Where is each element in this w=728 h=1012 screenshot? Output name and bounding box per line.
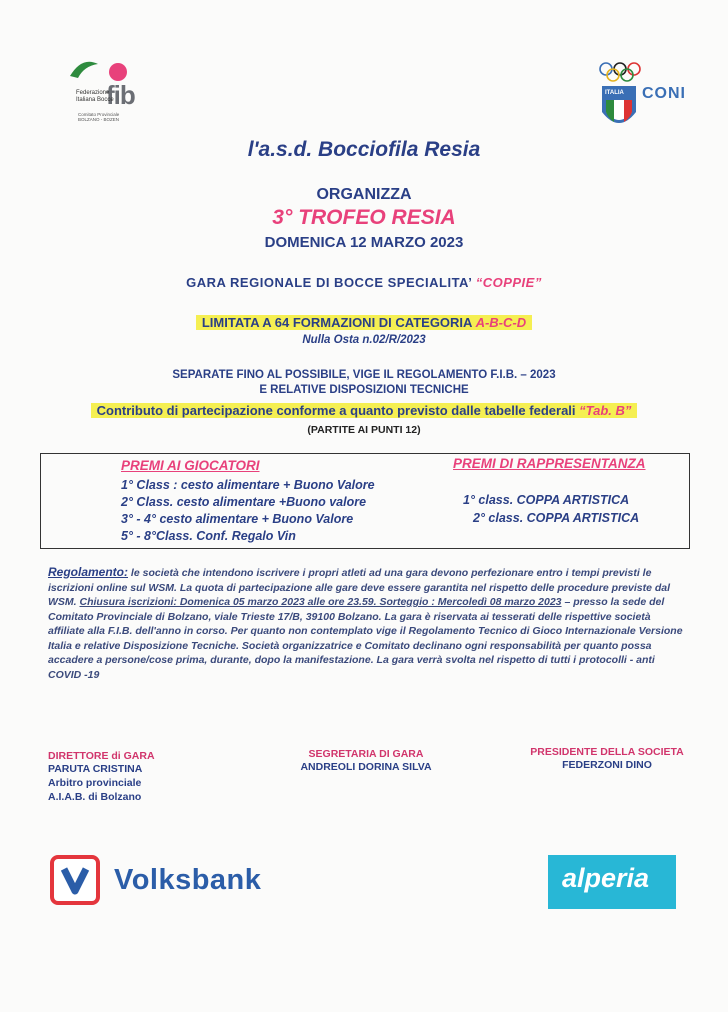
- president-name: FEDERZONI DINO: [562, 759, 652, 771]
- regulations-paragraph: [48, 565, 686, 682]
- prizes-box: [40, 453, 690, 549]
- alperia-word: alperia: [562, 863, 650, 893]
- secretary-title: SEGRETARIA DI GARA: [308, 748, 424, 760]
- signature-director: [48, 750, 155, 804]
- prizes-players-title: PREMI AI GIOCATORI: [121, 458, 260, 473]
- signature-secretary: [298, 748, 434, 774]
- secretary-name: ANDREOLI DORINA SILVA: [300, 761, 432, 773]
- gara-line: [0, 275, 728, 290]
- regulations-text-1: le società che intendono iscrivere i propri atleti ad una gara devono perfezionare entro i tempi previsti le iscrizioni online sul WSM. La quota di partecipazione alle gare deve essere garantita nel rispetto delle procedure previste dal WSM.: [48, 567, 671, 608]
- contributo-line: [0, 403, 728, 418]
- volksbank-logo: [50, 855, 300, 911]
- prize-player-item: 3° - 4° cesto alimentare + Buono Valore: [121, 512, 354, 526]
- gara-text: GARA REGIONALE DI BOCCE SPECIALITA’: [186, 275, 476, 290]
- director-line: Arbitro provinciale: [48, 777, 142, 789]
- regulation-note-line1: SEPARATE FINO AL POSSIBILE, VIGE IL REGOLAMENTO F.I.B. – 2023: [172, 369, 556, 381]
- organizza-heading: ORGANIZZA: [316, 186, 412, 203]
- prize-player-item: 2° Class. cesto alimentare +Buono valore: [121, 495, 367, 509]
- regulations-text-2: – presso la sede del Comitato Provinciale di Bolzano, viale Trieste 17/B, 39100 Bolzano. La gara è riservata ai tesserati delle rispettive società affiliate alla F.I.B. dell'anno in corso. Per quanto non contemplato vige il Regolamento Tecnico di Gioco Internazionale Versione Italia e relative Disposizione Tecniche. Società organizzatrice e Comitato declinano ogni responsabilità per quanto possa accadere a persone/cose prima, durante, dopo la manifestazione. La gara verrà svolta nel rispetto di tutti i protocolli - anti COVID -19: [48, 596, 683, 681]
- trophy-title: 3° TROFEO RESIA: [272, 206, 456, 229]
- volksbank-mark-icon: [50, 855, 100, 905]
- regulation-note: [0, 368, 728, 398]
- coni-logo: [598, 60, 698, 140]
- prize-representation-item: 1° class. COPPA ARTISTICA: [463, 493, 630, 507]
- contributo-highlight: [91, 403, 638, 418]
- coni-italia-text: ITALIA: [605, 90, 624, 96]
- alperia-logo: [548, 855, 676, 909]
- director-line: PARUTA CRISTINA: [48, 763, 143, 775]
- gara-specialita: “COPPIE”: [475, 275, 542, 290]
- fib-logo: [68, 56, 158, 126]
- organizer-name: l'a.s.d. Bocciofila Resia: [247, 138, 481, 161]
- regulations-label: Regolamento:: [48, 565, 129, 579]
- fib-logo-word: fib: [106, 80, 135, 110]
- coni-logo-word: CONI: [642, 85, 686, 102]
- fib-logo-subtext: Comitato Provinciale BOLZANO - BOZEN: [78, 112, 120, 122]
- fib-logo-text: Federazione Italiana Bocce: [76, 90, 114, 103]
- president-title: PRESIDENTE DELLA SOCIETA: [530, 746, 684, 758]
- regulations-deadline: Chiusura iscrizioni: Domenica 05 marzo 2023 alle ore 23.59. Sorteggio : Mercoledì 08 marzo 2023: [79, 596, 562, 608]
- signature-president: [522, 746, 692, 772]
- prize-representation-item: 2° class. COPPA ARTISTICA: [473, 511, 640, 525]
- director-line: A.I.A.B. di Bolzano: [48, 791, 142, 803]
- partite-note: (PARTITE AI PUNTI 12): [307, 424, 421, 436]
- regulation-note-line2: E RELATIVE DISPOSIZIONI TECNICHE: [259, 384, 469, 396]
- contributo-text: Contributo di partecipazione conforme a quanto previsto dalle tabelle federali: [96, 403, 580, 418]
- limitata-highlight: [196, 315, 532, 330]
- limitata-line: [0, 315, 728, 330]
- limitata-categorie: A-B-C-D: [475, 315, 527, 330]
- nulla-osta: Nulla Osta n.02/R/2023: [302, 334, 426, 346]
- director-title: DIRETTORE di GARA: [48, 750, 155, 762]
- prize-player-item: 1° Class : cesto alimentare + Buono Valore: [121, 478, 375, 492]
- prizes-representation-title: PREMI DI RAPPRESENTANZA: [453, 456, 646, 471]
- contributo-tab: “Tab. B”: [579, 403, 632, 418]
- volksbank-word: Volksbank: [114, 864, 262, 896]
- prize-player-item: 5° - 8°Class. Conf. Regalo Vin: [121, 529, 296, 543]
- event-date: DOMENICA 12 MARZO 2023: [264, 234, 464, 251]
- limitata-text: LIMITATA A 64 FORMAZIONI DI CATEGORIA: [201, 315, 476, 330]
